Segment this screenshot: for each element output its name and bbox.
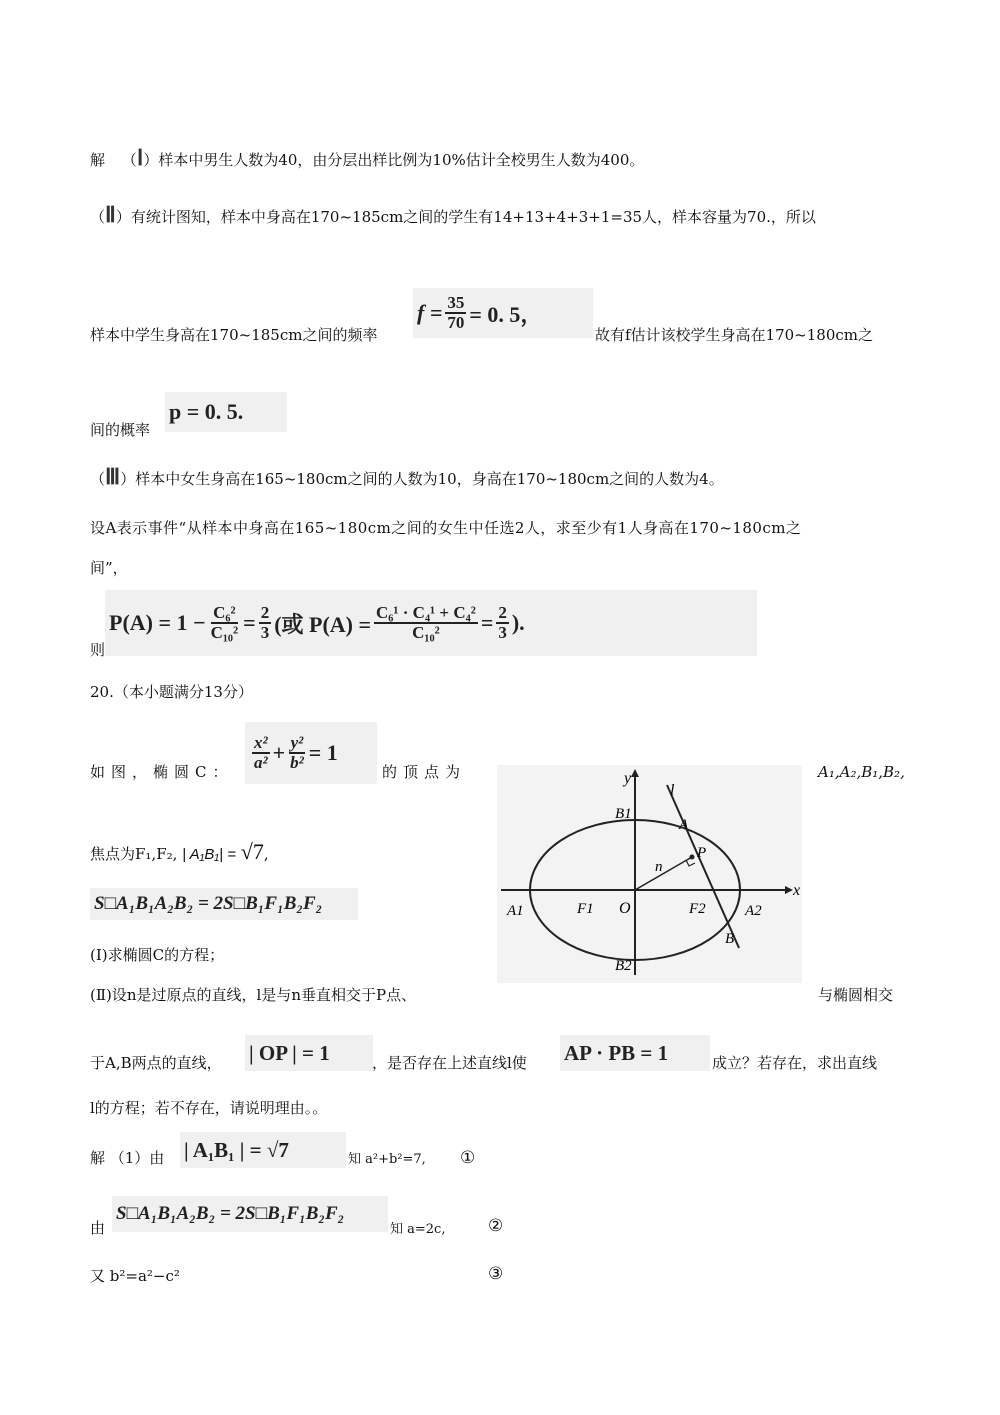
- paren: （: [121, 151, 137, 169]
- circled-1: ①: [460, 1148, 476, 1168]
- event-definition-line2: 间”，: [90, 559, 128, 577]
- problem20-line1-left: [90, 762, 233, 782]
- sol20-step3-text: 又 b²=a²−c²: [90, 1267, 180, 1285]
- fraction-4: [496, 604, 509, 642]
- eq-p: p = 0. 5.: [169, 399, 244, 424]
- problem-header: 20.（本小题满分13分）: [90, 683, 253, 701]
- problem20-q2-line1: [90, 985, 416, 1005]
- sol20-mark2: [488, 1216, 503, 1236]
- circled-2: ②: [488, 1216, 504, 1236]
- sol19-line8: [90, 640, 105, 660]
- figure-background: [497, 765, 802, 983]
- frac-den: 70: [447, 313, 465, 332]
- fraction-1: [209, 604, 241, 642]
- question-2-line1: (Ⅱ)设n是过原点的直线，l是与n垂直相交于P点、: [90, 986, 417, 1004]
- sol19-line7: [90, 558, 128, 578]
- frac-den: a²: [254, 753, 268, 772]
- sol19-part3-text-after: 故有f估计该校学生身高在170~180cm之: [595, 326, 874, 344]
- frac-num: C₆²: [213, 603, 236, 623]
- area-equation: [90, 888, 358, 920]
- sol19-line3-right: [595, 325, 873, 345]
- op-eq: | OP | = 1: [249, 1040, 330, 1065]
- roman-numeral-2: Ⅱ: [105, 202, 116, 227]
- roman-numeral-3: Ⅲ: [105, 464, 121, 489]
- ap-pb-equals-1: [560, 1035, 710, 1071]
- label-a2: A2: [745, 903, 762, 919]
- a1b1-eq: | A₁B₁ | = √7: [184, 1137, 289, 1162]
- area-equation-2: [112, 1196, 388, 1232]
- label-f1: F1: [577, 901, 594, 917]
- eq-part1: P(A) = 1 −: [109, 610, 206, 635]
- comma: ,: [263, 845, 269, 863]
- sol19-part5-text: ）样本中女生身高在165~180cm之间的人数为10，身高在170~180cm之间的人数为4。: [120, 470, 724, 488]
- vertices-label: 的顶点为: [382, 763, 467, 781]
- sol20-label: 解 （1）由: [90, 1149, 165, 1167]
- ellipse-figure: [497, 765, 802, 983]
- label-b: B: [725, 931, 735, 947]
- problem20-q1: [90, 945, 224, 965]
- question-2-line3: l的方程；若不存在，请说明理由。。: [90, 1099, 328, 1117]
- eq-part3: (或 P(A) =: [274, 611, 372, 637]
- question-2-line1-right: 与椭圆相交: [818, 986, 894, 1004]
- area-eq-2: S□A₁B₁A₂B₂ = 2S□B₁F₁B₂F₂: [116, 1203, 345, 1224]
- sol19-part2-text: ）有统计图知，样本中身高在170~185cm之间的学生有14+13+4+3+1=35人，样本容量为70.，所以: [115, 208, 816, 226]
- sol20-line3: [90, 1266, 180, 1286]
- problem20-header: [90, 682, 253, 702]
- event-probability-equation: [105, 590, 757, 656]
- problem20-q2-line2-a: [90, 1053, 222, 1073]
- problem20-line1-right: [818, 762, 905, 782]
- frequency-equation: [413, 288, 593, 338]
- foci-label: 焦点为F₁,F₂,: [90, 845, 178, 863]
- sol19-part3-text-before: 样本中学生身高在170~185cm之间的频率: [90, 326, 378, 344]
- label-y: y: [624, 770, 632, 787]
- eq-rhs: = 0. 5，: [469, 301, 543, 327]
- plus: +: [272, 740, 286, 765]
- sol19-line3-left: [90, 325, 377, 345]
- sqrt7: √7: [240, 839, 264, 864]
- roman-numeral-1: Ⅰ: [136, 145, 144, 170]
- area-eq: S□A₁B₁A₂B₂ = 2S□B₁F₁B₂F₂: [94, 893, 323, 914]
- fraction-2: [259, 604, 272, 642]
- frac-num: 35: [447, 293, 465, 313]
- sol19-part1-text: ）样本中男生人数为40，由分层出样比例为10%估计全校男生人数为400。: [143, 151, 645, 169]
- sol20-step1-text: 知 a²+b²=7,: [348, 1152, 426, 1167]
- label-n: n: [655, 859, 663, 875]
- problem20-line2: [90, 839, 269, 865]
- label-p: P: [697, 845, 707, 861]
- vertices-names: A₁,A₂,B₁,B₂,: [818, 763, 905, 781]
- label-b1: B1: [615, 806, 632, 822]
- eq-lhs: f =: [417, 300, 443, 325]
- frac-den: C₁₀²: [210, 623, 239, 642]
- question-2-line2-part3: 成立？若存在，求出直线: [712, 1054, 878, 1072]
- eq-part5: ).: [511, 610, 525, 635]
- eq-part4: =: [480, 610, 494, 635]
- op-equals-1: [245, 1035, 373, 1071]
- sol19-part4-text: 间的概率: [90, 421, 151, 439]
- eq-part2: =: [243, 610, 256, 635]
- frac-num: y²: [290, 733, 304, 753]
- paren: （: [90, 208, 106, 226]
- sol19-line6: [90, 518, 801, 538]
- frac-den: b²: [290, 753, 304, 772]
- label-a: A: [679, 817, 689, 833]
- frac-den: 3: [260, 623, 270, 642]
- question-2-line2-part2: ，是否存在上述直线l使: [372, 1054, 527, 1072]
- circled-3: ③: [488, 1264, 504, 1284]
- fraction-35-70: [445, 294, 466, 332]
- problem20-q2-line1-right: [818, 985, 893, 1005]
- a1b1-sqrt7-equation: [180, 1132, 346, 1168]
- sol-label: 解: [90, 151, 106, 169]
- sol19-line1: [90, 145, 645, 170]
- label-origin: O: [619, 900, 631, 917]
- frac-num: x²: [254, 733, 268, 753]
- fraction-x2-a2: [252, 734, 270, 772]
- then-label: 则: [90, 641, 106, 659]
- frac-num: 2: [260, 603, 270, 623]
- fraction-y2-b2: [288, 734, 306, 772]
- problem20-q2-line3: [90, 1098, 327, 1118]
- question-1: (Ⅰ)求椭圆C的方程；: [90, 946, 225, 964]
- problem20-q2-line2-b: [372, 1053, 527, 1073]
- sol20-line1-label: [90, 1148, 164, 1168]
- eq-rhs: = 1: [308, 740, 338, 765]
- ellipse-equation: [245, 722, 377, 784]
- ellipse-intro: 如图，椭圆C：: [90, 763, 234, 781]
- sol20-by-label: 由: [90, 1219, 106, 1237]
- sol19-line2: [90, 202, 816, 227]
- sol20-step2-text: 知 a=2c,: [390, 1222, 446, 1237]
- event-definition-line1: 设A表示事件“从样本中身高在165~180cm之间的女生中任选2人，求至少有1人身高在170~180cm之: [90, 519, 802, 537]
- probability-equation: [165, 392, 287, 432]
- problem20-q2-line2-c: [712, 1053, 877, 1073]
- question-2-line2-part1: 于A,B两点的直线，: [90, 1054, 222, 1072]
- problem20-line1-mid: [382, 762, 466, 782]
- frac-num: 2: [498, 603, 507, 623]
- point-p: [690, 855, 695, 860]
- label-x: x: [793, 882, 801, 899]
- paren: （: [90, 470, 106, 488]
- label-l: l: [670, 782, 675, 799]
- label-a1: A1: [507, 903, 524, 919]
- ap-pb-eq: AP · PB = 1: [564, 1040, 669, 1065]
- sol20-line2-text: [390, 1218, 445, 1240]
- sol20-mark1: [460, 1148, 475, 1168]
- sol20-line1-text: [348, 1148, 426, 1170]
- sol19-line4: [90, 420, 150, 440]
- abs-a1b1: | A₁B₁| =: [182, 846, 236, 863]
- label-f2: F2: [689, 901, 706, 917]
- frac-num: C₆¹ · C₄¹ + C₄²: [376, 603, 476, 623]
- fraction-3: [374, 604, 478, 642]
- sol20-mark3: [488, 1264, 503, 1284]
- label-b2: B2: [615, 958, 632, 974]
- frac-den: 3: [498, 623, 507, 642]
- frac-den: C₁₀²: [412, 623, 440, 642]
- sol19-line5: [90, 464, 724, 489]
- sol20-line2-label: [90, 1218, 105, 1238]
